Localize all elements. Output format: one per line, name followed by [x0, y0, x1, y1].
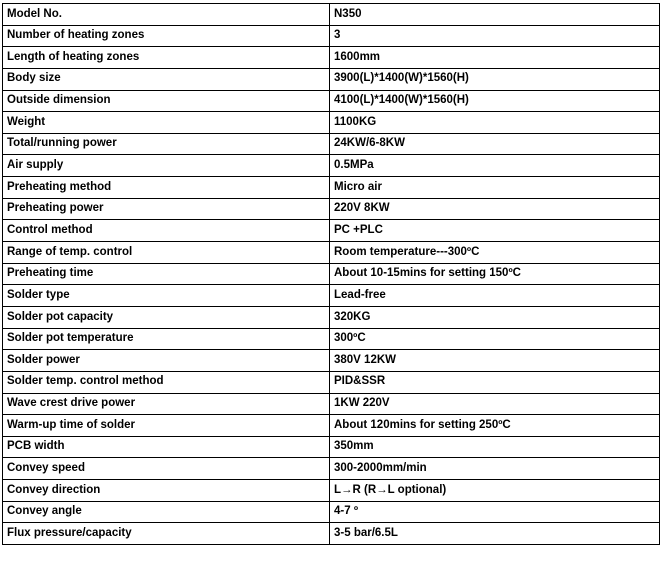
table-row [3, 177, 660, 199]
row-value: 3 [330, 25, 660, 47]
table-row [3, 90, 660, 112]
table-row [3, 350, 660, 372]
row-label: Preheating time [3, 263, 330, 285]
table-row [3, 436, 660, 458]
table-row [3, 501, 660, 523]
row-value: 300-2000mm/min [330, 458, 660, 480]
row-value: About 10-15mins for setting 150ºC [330, 263, 660, 285]
row-value: PID&SSR [330, 371, 660, 393]
row-value: L→R (R→L optional) [330, 480, 660, 502]
row-value: About 120mins for setting 250ºC [330, 415, 660, 437]
row-value: 4100(L)*1400(W)*1560(H) [330, 90, 660, 112]
row-value: 3-5 bar/6.5L [330, 523, 660, 545]
spec-table-body [3, 4, 660, 545]
table-row [3, 220, 660, 242]
row-label: Convey angle [3, 501, 330, 523]
table-row [3, 263, 660, 285]
table-row [3, 155, 660, 177]
row-value: 1KW 220V [330, 393, 660, 415]
row-label: Warm-up time of solder [3, 415, 330, 437]
row-label: Solder temp. control method [3, 371, 330, 393]
table-row [3, 523, 660, 545]
table-row [3, 47, 660, 69]
row-value: 3900(L)*1400(W)*1560(H) [330, 68, 660, 90]
row-value: 380V 12KW [330, 350, 660, 372]
table-row [3, 112, 660, 134]
row-value: 1100KG [330, 112, 660, 134]
table-row [3, 25, 660, 47]
row-value: 4-7 º [330, 501, 660, 523]
row-value: 24KW/6-8KW [330, 133, 660, 155]
table-row [3, 68, 660, 90]
table-row [3, 480, 660, 502]
row-label: Air supply [3, 155, 330, 177]
row-label: Model No. [3, 4, 330, 26]
row-label: Solder power [3, 350, 330, 372]
table-row [3, 371, 660, 393]
row-label: Weight [3, 112, 330, 134]
row-value: Room temperature---300ºC [330, 242, 660, 264]
row-value: 220V 8KW [330, 198, 660, 220]
row-label: Wave crest drive power [3, 393, 330, 415]
row-label: Preheating power [3, 198, 330, 220]
row-label: Convey speed [3, 458, 330, 480]
table-row [3, 198, 660, 220]
row-label: Solder type [3, 285, 330, 307]
row-value: PC +PLC [330, 220, 660, 242]
table-row [3, 4, 660, 26]
spec-table [2, 3, 660, 545]
row-label: Number of heating zones [3, 25, 330, 47]
row-value: 300ºC [330, 328, 660, 350]
table-row [3, 328, 660, 350]
row-label: Flux pressure/capacity [3, 523, 330, 545]
table-row [3, 306, 660, 328]
row-label: Control method [3, 220, 330, 242]
table-row [3, 393, 660, 415]
row-value: Micro air [330, 177, 660, 199]
table-row [3, 285, 660, 307]
table-row [3, 415, 660, 437]
row-label: Length of heating zones [3, 47, 330, 69]
row-value: Lead-free [330, 285, 660, 307]
row-label: Solder pot temperature [3, 328, 330, 350]
row-label: Solder pot capacity [3, 306, 330, 328]
row-value: 1600mm [330, 47, 660, 69]
row-label: Body size [3, 68, 330, 90]
row-label: PCB width [3, 436, 330, 458]
row-label: Preheating method [3, 177, 330, 199]
row-value: 350mm [330, 436, 660, 458]
row-value: 0.5MPa [330, 155, 660, 177]
table-row [3, 133, 660, 155]
row-value: N350 [330, 4, 660, 26]
row-label: Range of temp. control [3, 242, 330, 264]
row-value: 320KG [330, 306, 660, 328]
table-row [3, 242, 660, 264]
row-label: Outside dimension [3, 90, 330, 112]
table-row [3, 458, 660, 480]
row-label: Total/running power [3, 133, 330, 155]
row-label: Convey direction [3, 480, 330, 502]
